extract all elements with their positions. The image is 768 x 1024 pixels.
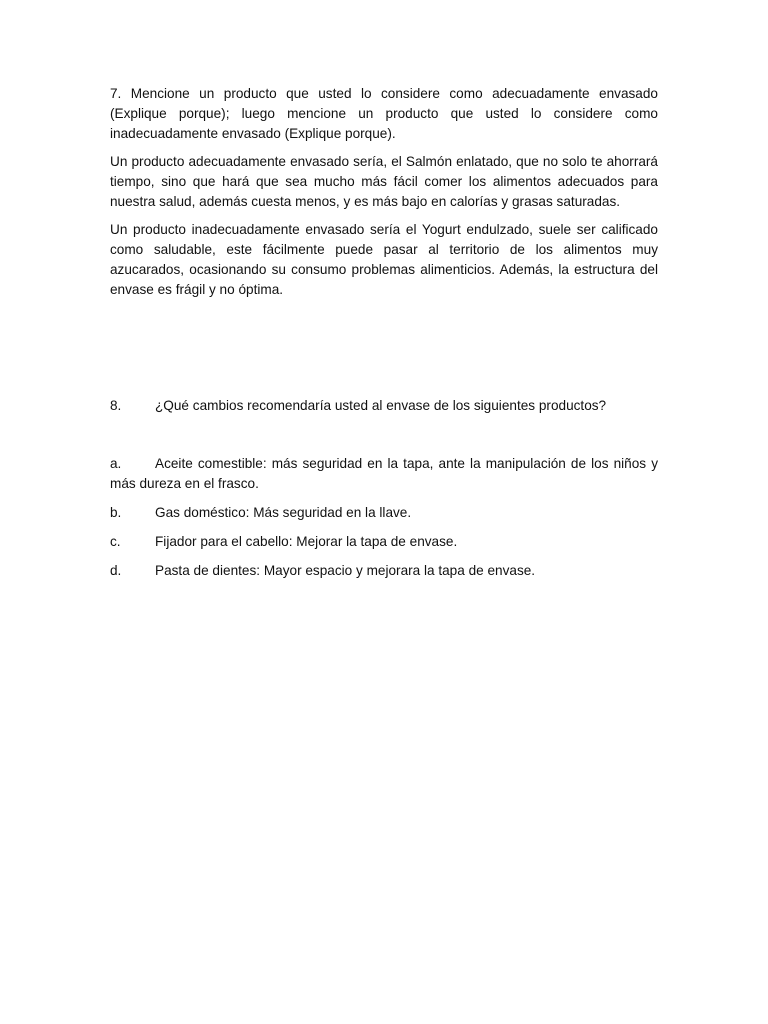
list-item-letter: c.	[110, 534, 121, 549]
question-8	[110, 396, 658, 416]
list-item	[110, 454, 658, 494]
list-item	[110, 503, 658, 523]
answer-good-packaging: Un producto adecuadamente envasado sería, el Salmón enlatado, que no solo te ahorrará tiempo, sino que hará que sea mucho más fácil comer los alimentos adecuados para nuestra salud, además cuesta menos, y es más bajo en calorías y grasas saturadas.	[110, 154, 658, 209]
list-item-letter: d.	[110, 563, 122, 578]
question-8-number: 8.	[110, 398, 122, 413]
list-item-text: Aceite comestible: más seguridad en la tapa, ante la manipulación de los niños y más dureza en el frasco.	[110, 456, 658, 491]
list-item-letter: a.	[110, 456, 122, 471]
document-body	[110, 84, 658, 590]
list-item-letter: b.	[110, 505, 122, 520]
answer-bad-packaging: Un producto inadecuadamente envasado sería el Yogurt endulzado, suele ser calificado como saludable, este fácilmente puede pasar al territorio de los alimentos muy azucarados, ocasionando su consumo problemas alimenticios. Además, la estructura del envase es frágil y no óptima.	[110, 222, 658, 297]
question-7: 7. Mencione un producto que usted lo considere como adecuadamente envasado (Explique porque); luego mencione un producto que usted lo considere como inadecuadamente envasado (Explique porque).	[110, 86, 658, 141]
question-8-text: ¿Qué cambios recomendaría usted al envase de los siguientes productos?	[155, 398, 607, 413]
list-item	[110, 532, 658, 552]
list-item-text: Pasta de dientes: Mayor espacio y mejorara la tapa de envase.	[155, 563, 536, 578]
list-item-text: Gas doméstico: Más seguridad en la llave.	[155, 505, 412, 520]
recommendations-list	[110, 454, 658, 581]
list-item-text: Fijador para el cabello: Mejorar la tapa de envase.	[155, 534, 458, 549]
list-item	[110, 561, 658, 581]
